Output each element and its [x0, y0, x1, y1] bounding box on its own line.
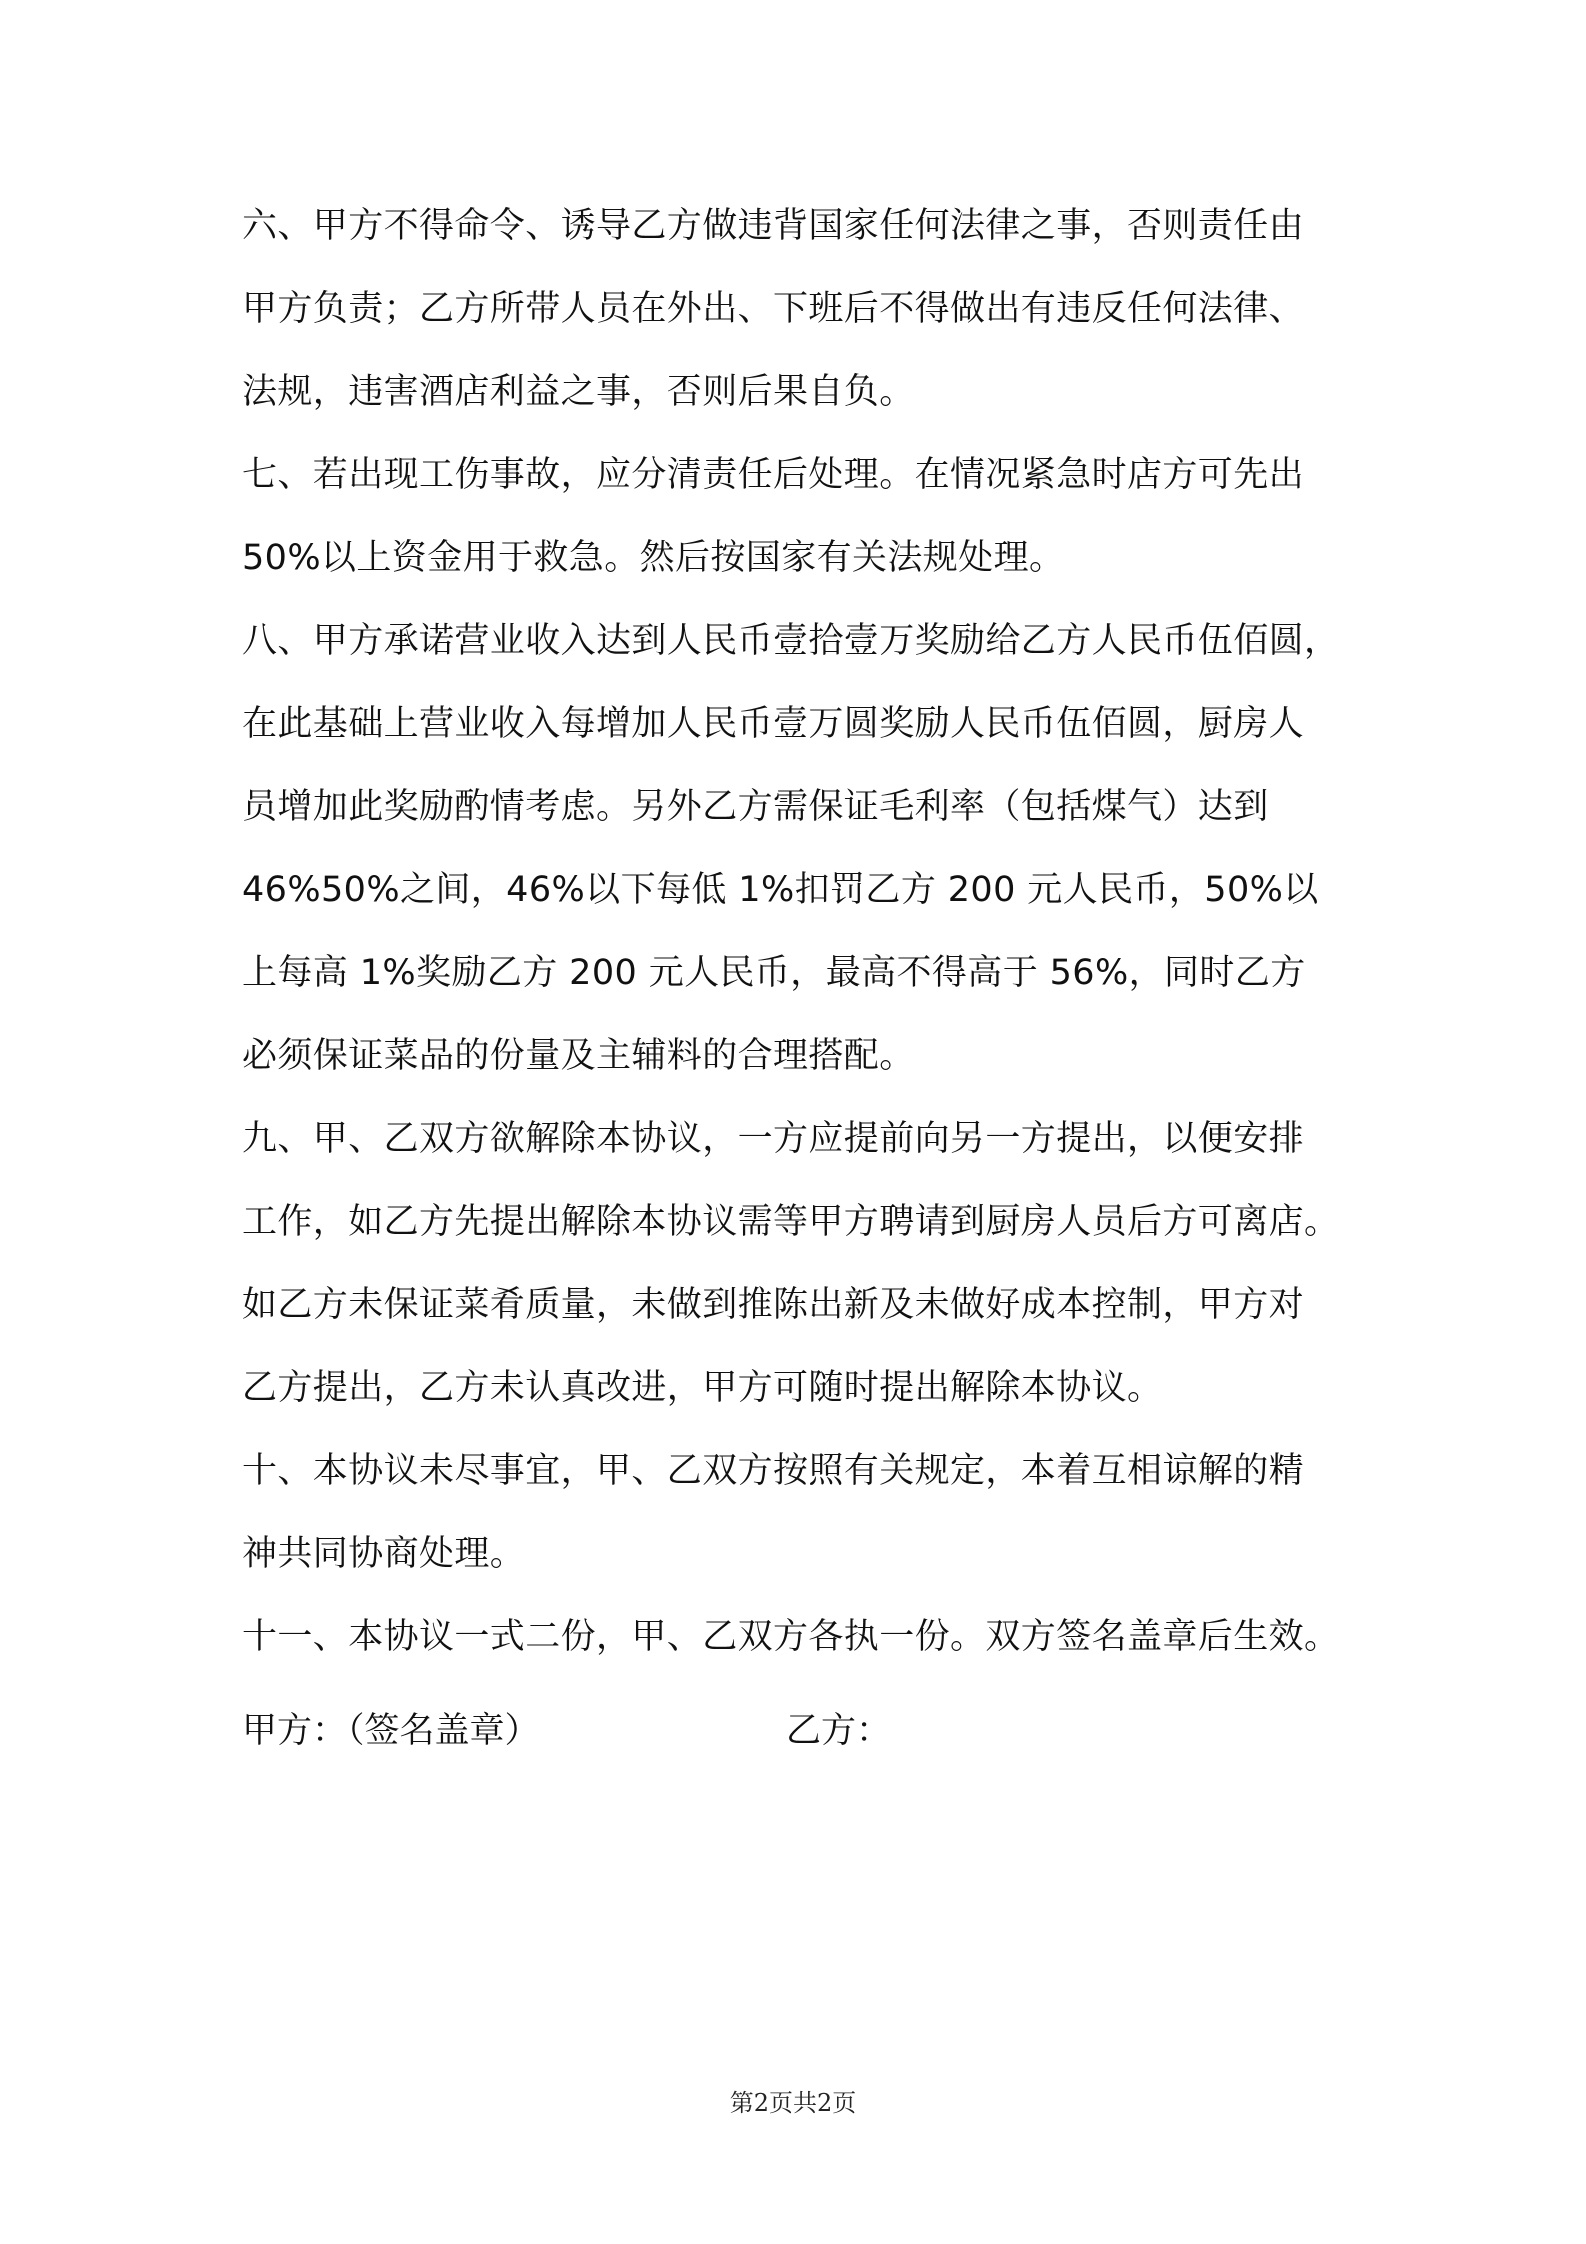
text-line: 神共同协商处理。 [242, 1534, 526, 1574]
text-line: 上每高 1%奖励乙方 200 元人民币，最高不得高于 56%，同时乙方 [242, 953, 1306, 993]
text-line: 八、甲方承诺营业收入达到人民币壹拾壹万奖励给乙方人民币伍佰圆， [242, 621, 1340, 661]
text-line: 甲方负责；乙方所带人员在外出、下班后不得做出有违反任何法律、 [242, 289, 1305, 329]
text-line: 46%50%之间，46%以下每低 1%扣罚乙方 200 元人民币，50%以 [242, 870, 1319, 910]
party-b-signature: 乙方： [786, 1711, 892, 1751]
text-line: 六、甲方不得命令、诱导乙方做违背国家任何法律之事，否则责任由 [242, 206, 1305, 246]
text-line: 必须保证菜品的份量及主辅料的合理搭配。 [242, 1036, 915, 1076]
text-line: 工作，如乙方先提出解除本协议需等甲方聘请到厨房人员后方可离店。 [242, 1202, 1340, 1242]
party-a-signature: 甲方：（签名盖章） [242, 1711, 540, 1751]
text-line: 如乙方未保证菜肴质量，未做到推陈出新及未做好成本控制，甲方对 [242, 1285, 1305, 1325]
text-line: 十、本协议未尽事宜，甲、乙双方按照有关规定，本着互相谅解的精 [242, 1451, 1305, 1491]
text-line: 法规，违害酒店利益之事，否则后果自负。 [242, 372, 915, 412]
text-line: 七、若出现工伤事故，应分清责任后处理。在情况紧急时店方可先出 [242, 455, 1305, 495]
text-line: 50%以上资金用于救急。然后按国家有关法规处理。 [242, 538, 1065, 578]
text-line: 乙方提出，乙方未认真改进，甲方可随时提出解除本协议。 [242, 1368, 1163, 1408]
text-line: 九、甲、乙双方欲解除本协议，一方应提前向另一方提出，以便安排 [242, 1119, 1305, 1159]
text-line: 员增加此奖励酌情考虑。另外乙方需保证毛利率（包括煤气）达到 [242, 787, 1269, 827]
text-line: 在此基础上营业收入每增加人民币壹万圆奖励人民币伍佰圆，厨房人 [242, 704, 1305, 744]
page-footer: 第2页共2页 [729, 2089, 857, 2117]
text-line: 十一、本协议一式二份，甲、乙双方各执一份。双方签名盖章后生效。 [242, 1617, 1340, 1657]
